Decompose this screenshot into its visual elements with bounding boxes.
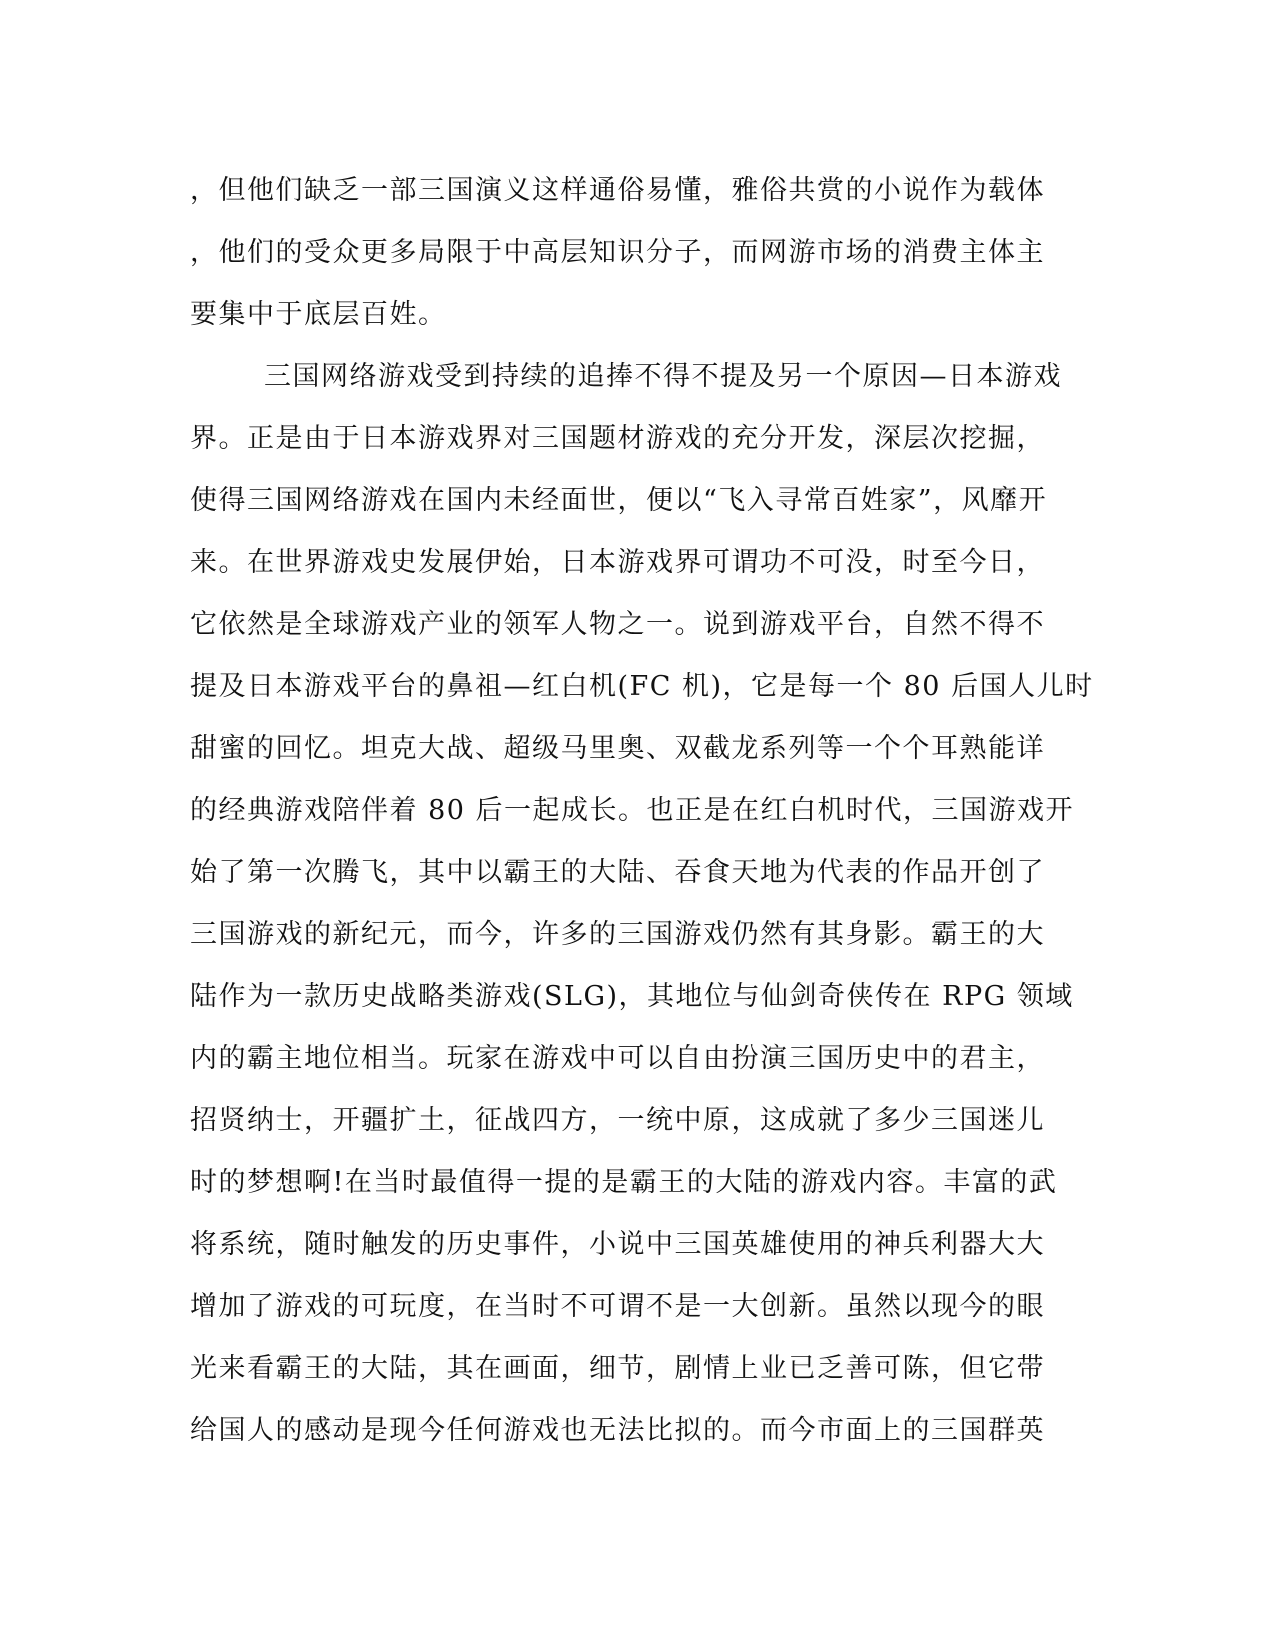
text-line: 时的梦想啊!在当时最值得一提的是霸王的大陆的游戏内容。丰富的武 (190, 1167, 1058, 1198)
paragraph-1 (190, 160, 1090, 346)
text-line: 要集中于底层百姓。 (190, 299, 447, 330)
text-line: 它依然是全球游戏产业的领军人物之一。说到游戏平台，自然不得不 (190, 609, 1045, 640)
text-line: 的经典游戏陪伴着 80 后一起成长。也正是在红白机时代，三国游戏开 (190, 795, 1075, 826)
text-line: 提及日本游戏平台的鼻祖—红白机(FC 机)，它是每一个 80 后国人儿时 (190, 671, 1094, 702)
text-line: 招贤纳士，开疆扩土，征战四方，一统中原，这成就了多少三国迷儿 (190, 1105, 1045, 1136)
body-text (190, 160, 1094, 1462)
text-line: 三国游戏的新纪元，而今，许多的三国游戏仍然有其身影。霸王的大 (190, 919, 1045, 950)
text-line: 始了第一次腾飞，其中以霸王的大陆、吞食天地为代表的作品开创了 (190, 857, 1045, 888)
text-line: 内的霸主地位相当。玩家在游戏中可以自由扮演三国历史中的君主， (190, 1043, 1045, 1074)
text-line: 使得三国网络游戏在国内未经面世，便以“飞入寻常百姓家”，风靡开 (190, 485, 1048, 516)
text-line: 三国网络游戏受到持续的追捧不得不提及另一个原因—日本游戏 (264, 361, 1062, 392)
text-line: 甜蜜的回忆。坦克大战、超级马里奥、双截龙系列等一个个耳熟能详 (190, 733, 1045, 764)
text-line: 界。正是由于日本游戏界对三国题材游戏的充分开发，深层次挖掘， (190, 423, 1045, 454)
text-line: 来。在世界游戏史发展伊始，日本游戏界可谓功不可没，时至今日， (190, 547, 1045, 578)
text-line: 给国人的感动是现今任何游戏也无法比拟的。而今市面上的三国群英 (190, 1415, 1045, 1446)
text-line: 将系统，随时触发的历史事件，小说中三国英雄使用的神兵利器大大 (190, 1229, 1045, 1260)
text-line: ，但他们缺乏一部三国演义这样通俗易懂，雅俗共赏的小说作为载体 (190, 175, 1045, 206)
text-line: 增加了游戏的可玩度，在当时不可谓不是一大创新。虽然以现今的眼 (190, 1291, 1045, 1322)
paragraph-2 (190, 346, 1094, 1462)
text-line: ，他们的受众更多局限于中高层知识分子，而网游市场的消费主体主 (190, 237, 1045, 268)
text-line: 光来看霸王的大陆，其在画面，细节，剧情上业已乏善可陈，但它带 (190, 1353, 1045, 1384)
text-line: 陆作为一款历史战略类游戏(SLG)，其地位与仙剑奇侠传在 RPG 领域 (190, 981, 1074, 1012)
